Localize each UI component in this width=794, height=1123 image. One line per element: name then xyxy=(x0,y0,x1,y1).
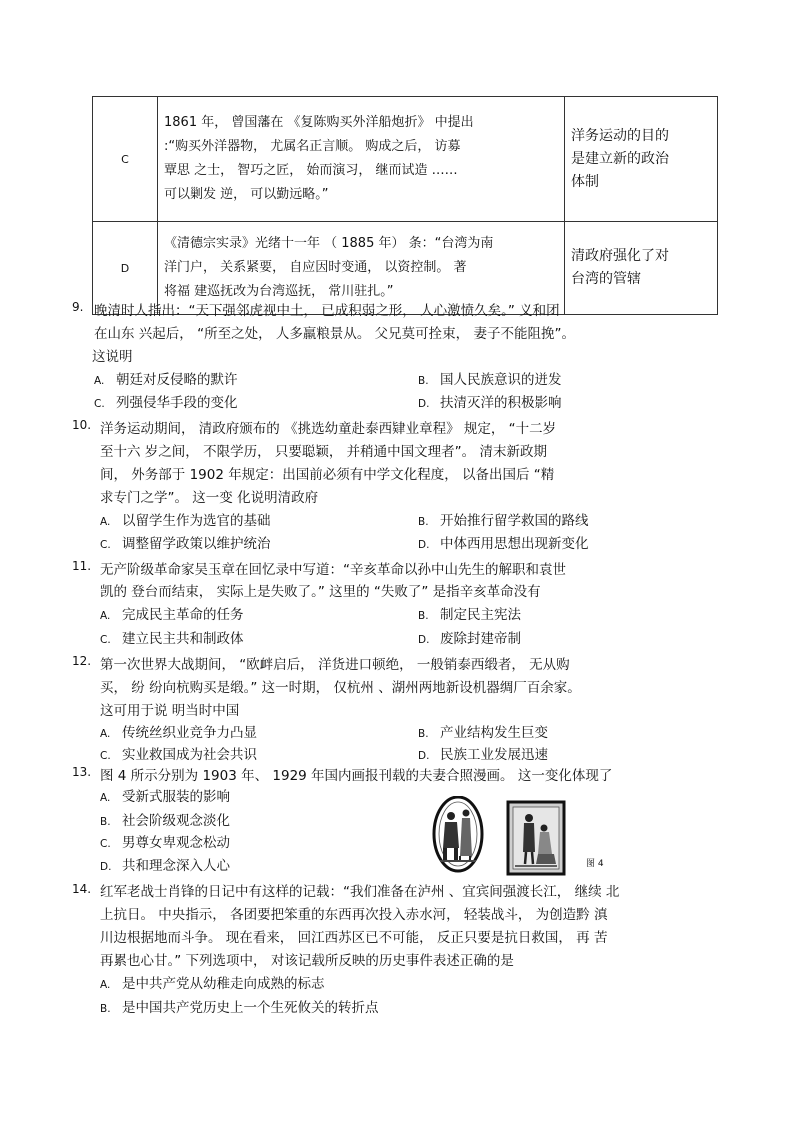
material-line: 洋门户， 关系紧要， 自应因时变通， 以资控制。 著 xyxy=(164,260,467,275)
conclusion-line: 清政府强化了对 xyxy=(571,248,669,264)
option-b[interactable] xyxy=(418,368,562,388)
conclusion-line: 体制 xyxy=(571,173,599,190)
option-key: A. xyxy=(100,516,111,528)
option-key: D. xyxy=(100,861,112,873)
material-line: 《清德宗实录》光绪十一年 （ 1885 年） 条：“台湾为南 xyxy=(164,236,494,251)
option-key: A. xyxy=(94,375,105,387)
option-a[interactable] xyxy=(100,603,244,623)
option-a[interactable] xyxy=(100,972,325,992)
material-line: 1861 年， 曾国藩在 《复陈购买外洋船炮折》 中提出 xyxy=(164,115,474,130)
option-text: 是中共产党从幼稚走向成熟的标志 xyxy=(122,976,325,992)
question-stem-line: 上抗日。 中央指示， 各团要把笨重的东西再次投入赤水河， 轻装战斗， 为创造黔 滇 xyxy=(100,907,608,923)
option-text: 受新式服装的影响 xyxy=(122,789,230,805)
question-stem-line: 晚清时人指出：“天下强邻虎视中土， 已成积弱之形， 人心激愤久矣。” 义和团 xyxy=(94,303,560,319)
question-stem-line: 买， 纷 纷向杭购买是缎。” 这一时期， 仅杭州 、湖州两地新设机器绸厂百余家。 xyxy=(100,680,581,696)
material-line: :“购买外洋器物， 尤属名正言顺。 购成之后， 访募 xyxy=(164,139,461,154)
material-line: 可以剿发 逆， 可以勤远略。” xyxy=(164,187,329,202)
option-key: D. xyxy=(418,750,430,762)
question-stem-line: 这说明 xyxy=(92,349,133,365)
question-stem-line: 第一次世界大战期间， “欧衅启后， 洋货进口顿绝， 一般销泰西缎者， 无从购 xyxy=(100,657,570,673)
option-key: A. xyxy=(100,728,111,740)
question-number: 12. xyxy=(72,654,92,668)
option-text: 产业结构发生巨变 xyxy=(440,725,548,741)
option-a[interactable] xyxy=(100,785,230,805)
conclusion-line: 洋务运动的目的 xyxy=(571,127,669,144)
option-text: 开始推行留学救国的路线 xyxy=(440,513,589,529)
option-letter: D xyxy=(93,222,158,315)
option-key: B. xyxy=(100,816,111,828)
question-stem-line: 川边根据地而斗争。 现在看来， 回江西苏区已不可能， 反正只要是抗日救国， 再 苦 xyxy=(100,930,608,946)
conclusion-line: 台湾的管辖 xyxy=(571,271,641,287)
option-key: D. xyxy=(418,634,430,646)
option-letter: C xyxy=(93,97,158,222)
option-text: 调整留学政策以维护统治 xyxy=(122,536,271,552)
option-key: A. xyxy=(100,610,111,622)
option-text: 国人民族意识的迸发 xyxy=(440,372,562,388)
option-text: 实业救国成为社会共识 xyxy=(122,747,257,763)
table-row xyxy=(93,97,718,222)
option-c[interactable] xyxy=(100,831,230,851)
option-a[interactable] xyxy=(94,368,238,388)
question-stem-line: 红军老战士肖锋的日记中有这样的记载：“我们准备在泸州 、宜宾间强渡长江， 继续 北 xyxy=(100,884,620,900)
question-stem-line: 凯的 登台而结束， 实际上是失败了。” 这里的 “失败了” 是指辛亥革命没有 xyxy=(100,584,541,600)
option-d[interactable] xyxy=(418,743,548,763)
option-d[interactable] xyxy=(418,532,589,552)
question-stem-line: 再累也心甘。” 下列选项中， 对该记载所反映的历史事件表述正确的是 xyxy=(100,953,514,969)
question-stem-line: 无产阶级革命家吴玉章在回忆录中写道：“辛亥革命以孙中山先生的解职和袁世 xyxy=(100,562,566,578)
option-text: 朝廷对反侵略的默许 xyxy=(116,372,238,388)
option-key: D. xyxy=(418,398,430,410)
question-number: 9. xyxy=(72,300,84,314)
option-key: B. xyxy=(100,1003,111,1015)
conclusion-cell xyxy=(565,222,718,315)
option-key: D. xyxy=(418,539,430,551)
option-text: 社会阶级观念淡化 xyxy=(122,813,230,829)
option-key: B. xyxy=(418,516,429,528)
cartoon-1929 xyxy=(508,802,564,874)
option-key: B. xyxy=(418,610,429,622)
question-stem-line: 洋务运动期间， 清政府颁布的 《挑选幼童赴泰西肄业章程》 规定， “十二岁 xyxy=(100,421,557,437)
option-b[interactable] xyxy=(418,721,548,741)
option-key: C. xyxy=(100,539,111,551)
option-text: 完成民主革命的任务 xyxy=(122,607,244,623)
question-stem-line: 间， 外务部于 1902 年规定：出国前必须有中学文化程度， 以备出国后 “精 xyxy=(100,467,555,483)
option-key: C. xyxy=(100,838,111,850)
material-cell xyxy=(158,97,565,222)
conclusion-line: 是建立新的政治 xyxy=(571,150,669,167)
question-stem-line: 在山东 兴起后， “所至之处， 人多羸粮景从。 父兄莫可拴束， 妻子不能阻挽”。 xyxy=(94,326,575,342)
option-key: C. xyxy=(100,750,111,762)
option-text: 废除封建帝制 xyxy=(440,631,521,647)
question-stem-line: 这可用于说 明当时中国 xyxy=(100,703,240,719)
option-text: 是中国共产党历史上一个生死攸关的转折点 xyxy=(122,1000,379,1016)
option-key: B. xyxy=(418,728,429,740)
material-line: 覃思 之士， 智巧之匠， 始而演习， 继而试造 …… xyxy=(164,163,458,178)
option-d[interactable] xyxy=(418,391,562,411)
option-text: 扶清灭洋的积极影响 xyxy=(440,395,562,411)
option-b[interactable] xyxy=(100,996,379,1016)
option-d[interactable] xyxy=(418,627,521,647)
option-key: A. xyxy=(100,792,111,804)
option-text: 列强侵华手段的变化 xyxy=(116,395,238,411)
cartoon-1903 xyxy=(434,797,482,871)
option-key: C. xyxy=(100,634,111,646)
option-c[interactable] xyxy=(100,743,257,763)
question-stem-line: 求专门之学”。 这一变 化说明清政府 xyxy=(100,490,319,506)
figure-label: 图 4 xyxy=(586,859,604,869)
question-number: 10. xyxy=(72,418,92,432)
option-key: C. xyxy=(94,398,105,410)
option-text: 民族工业发展迅速 xyxy=(440,747,548,763)
option-b[interactable] xyxy=(418,603,521,623)
option-key: B. xyxy=(418,375,429,387)
conclusion-cell xyxy=(565,97,718,222)
option-a[interactable] xyxy=(100,721,257,741)
option-text: 制定民主宪法 xyxy=(440,607,521,623)
options-table xyxy=(92,96,718,315)
option-b[interactable] xyxy=(100,809,230,829)
material-line: 将福 建巡抚改为台湾巡抚， 常川驻扎。” xyxy=(164,284,394,299)
option-c[interactable] xyxy=(100,627,244,647)
option-text: 以留学生作为选官的基础 xyxy=(122,513,271,529)
question-number: 13. xyxy=(72,765,92,779)
question-stem-line: 至十六 岁之间， 不限学历， 只要聪颖， 并稍通中国文理者”。 清末新政期 xyxy=(100,444,547,460)
option-c[interactable] xyxy=(94,391,238,411)
option-text: 传统丝织业竞争力凸显 xyxy=(122,725,257,741)
option-d[interactable] xyxy=(100,854,230,874)
option-a[interactable] xyxy=(100,509,271,529)
question-number: 14. xyxy=(72,882,92,896)
option-c[interactable] xyxy=(100,532,271,552)
question-stem-line: 图 4 所示分别为 1903 年、 1929 年国内画报刊载的夫妻合照漫画。 这一变化体现了 xyxy=(100,768,613,784)
option-text: 男尊女卑观念松动 xyxy=(122,835,230,851)
option-text: 建立民主共和制政体 xyxy=(122,631,244,647)
option-text: 共和理念深入人心 xyxy=(122,858,230,874)
option-key: A. xyxy=(100,979,111,991)
question-number: 11. xyxy=(72,559,92,573)
option-b[interactable] xyxy=(418,509,589,529)
option-text: 中体西用思想出现新变化 xyxy=(440,536,589,552)
